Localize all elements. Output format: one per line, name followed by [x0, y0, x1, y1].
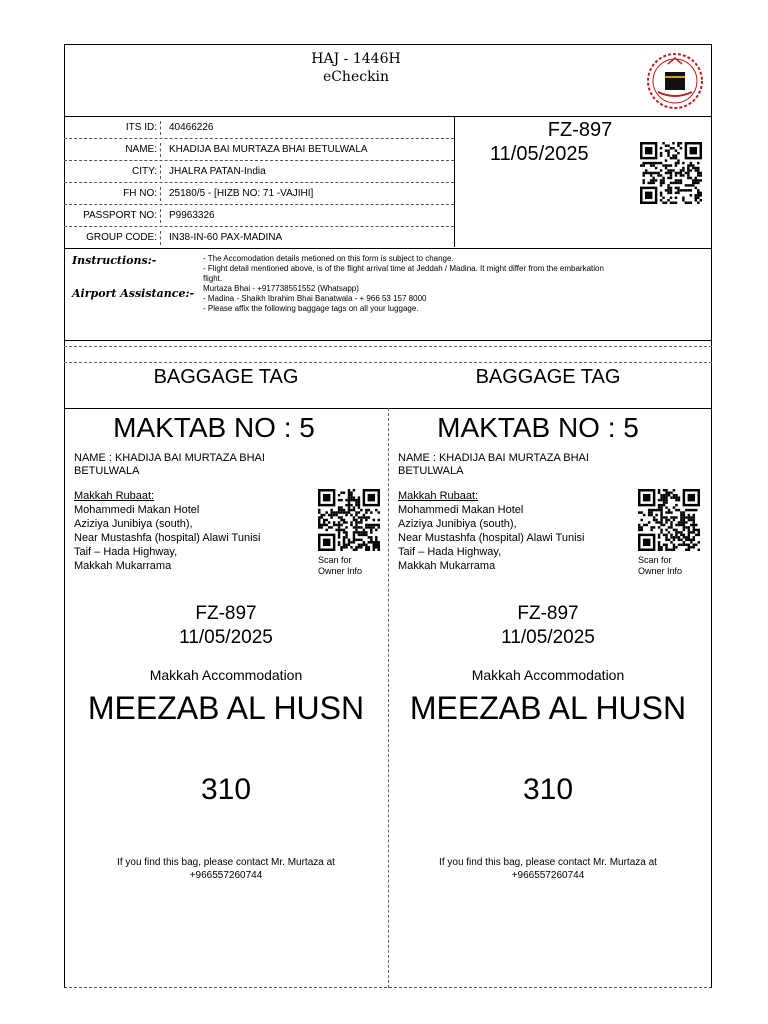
address-line: Mohammedi Makan Hotel: [74, 504, 200, 516]
instruction-line: - Flight detail mentioned above, is of the flight arrival time at Jeddah / Madina. It might differ from the embarkation: [203, 264, 604, 273]
info-value: JHALRA PATAN-India: [169, 166, 266, 177]
info-value: KHADIJA BAI MURTAZA BHAI BETULWALA: [169, 144, 368, 155]
contact-line: If you find this bag, please contact Mr. Murtaza at: [439, 857, 657, 868]
address-title: Makkah Rubaat:: [398, 490, 479, 502]
instruction-line: - Madina - Shaikh Ibrahim Bhai Banatwala - + 966 53 157 8000: [203, 294, 427, 303]
hotel-name: MEEZAB AL HUSN: [409, 690, 687, 726]
instruction-line: - The Accomodation details metioned on this form is subject to change.: [203, 254, 454, 263]
contact-phone: +966557260744: [189, 870, 263, 881]
info-label: ITS ID:: [125, 122, 157, 133]
address-line: Aziziya Junibiya (south),: [398, 518, 517, 530]
flight-date: 11/05/2025: [490, 143, 589, 165]
scan-line: Scan for: [318, 555, 352, 565]
lost-bag-contact: [386, 856, 710, 882]
address-line: Makkah Mukarrama: [398, 560, 496, 572]
instructions-text: [203, 254, 703, 314]
info-value: P9963326: [169, 210, 215, 221]
instructions-label: Instructions:-: [72, 254, 157, 267]
info-label: GROUP CODE:: [86, 232, 157, 243]
instruction-line: flight.: [203, 274, 223, 283]
info-value: 40466226: [169, 122, 214, 133]
info-value: 25180/5 - [HIZB NO: 71 -VAJIHI]: [169, 188, 314, 199]
maktab-number: MAKTAB NO : 5: [113, 412, 315, 443]
qr-code-icon: [638, 489, 700, 551]
info-row: [64, 139, 454, 161]
pilgrim-info-table: [64, 117, 454, 249]
info-value: IN38-IN-60 PAX-MADINA: [169, 232, 283, 243]
qr-code-icon: [640, 142, 702, 204]
scan-caption: [318, 555, 388, 577]
airport-assistance-label: Airport Assistance:-: [72, 287, 195, 300]
kaaba-logo-icon: [646, 52, 704, 110]
info-row: [64, 117, 454, 139]
info-label: NAME:: [125, 144, 157, 155]
contact-line: If you find this bag, please contact Mr. Murtaza at: [117, 857, 335, 868]
flight-number: FZ-897: [547, 119, 613, 141]
baggage-tag-heading: BAGGAGE TAG: [153, 366, 299, 388]
tag-owner-name: NAME : KHADIJA BAI MURTAZA BHAI BETULWALA: [398, 452, 589, 477]
tag-owner-name: NAME : KHADIJA BAI MURTAZA BHAI BETULWALA: [74, 452, 265, 477]
tag-flight-number: FZ-897: [195, 603, 257, 624]
address-line: Taif – Hada Highway,: [398, 546, 502, 558]
contact-phone: +966557260744: [511, 870, 585, 881]
tag-flight: [386, 602, 710, 650]
info-row: [64, 183, 454, 205]
address-line: Taif – Hada Highway,: [74, 546, 178, 558]
scan-line: Owner Info: [638, 566, 683, 576]
info-row: [64, 227, 454, 249]
title-line1: HAJ - 1446H: [311, 51, 401, 67]
scan-caption: [638, 555, 708, 577]
instruction-line: Murtaza Bhai - +917738551552 (Whatsapp): [203, 284, 359, 293]
address-line: Aziziya Junibiya (south),: [74, 518, 193, 530]
info-row: [64, 205, 454, 227]
flight-info: [490, 118, 630, 166]
tag-flight-date: 11/05/2025: [179, 627, 273, 648]
instruction-line: - Please affix the following baggage tags on all your luggage.: [203, 304, 419, 313]
address-line: Makkah Mukarrama: [74, 560, 172, 572]
address-line: Mohammedi Makan Hotel: [398, 504, 524, 516]
room-number: 310: [200, 773, 252, 806]
accommodation-label: Makkah Accommodation: [471, 667, 625, 683]
scan-line: Owner Info: [318, 566, 363, 576]
maktab-number: MAKTAB NO : 5: [437, 412, 639, 443]
makkah-address: [398, 489, 638, 573]
accommodation-label: Makkah Accommodation: [149, 667, 303, 683]
hotel-name: MEEZAB AL HUSN: [87, 690, 365, 726]
tag-flight-date: 11/05/2025: [501, 627, 595, 648]
info-label: PASSPORT NO:: [83, 210, 157, 221]
address-line: Near Mustashfa (hospital) Alawi Tunisi: [74, 532, 261, 544]
address-title: Makkah Rubaat:: [74, 490, 155, 502]
tag-flight: [64, 602, 388, 650]
info-label: CITY:: [131, 166, 157, 177]
info-row: [64, 161, 454, 183]
address-line: Near Mustashfa (hospital) Alawi Tunisi: [398, 532, 585, 544]
scan-line: Scan for: [638, 555, 672, 565]
room-number: 310: [522, 773, 574, 806]
makkah-address: [74, 489, 314, 573]
baggage-tag-heading: BAGGAGE TAG: [475, 366, 621, 388]
tag-flight-number: FZ-897: [517, 603, 579, 624]
info-label: FH NO:: [123, 188, 157, 199]
page-title: [64, 50, 648, 86]
qr-code-icon: [318, 489, 380, 551]
title-line2: eCheckin: [322, 69, 390, 85]
lost-bag-contact: [64, 856, 388, 882]
